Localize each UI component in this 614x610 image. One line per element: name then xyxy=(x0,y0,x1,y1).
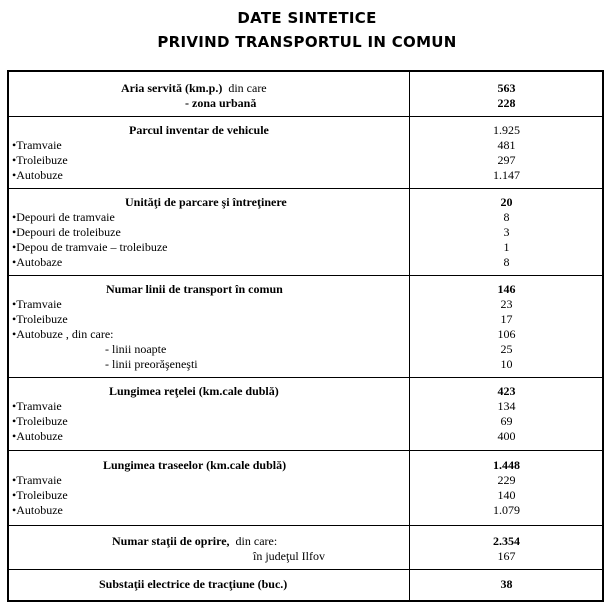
row-label-lines-tram: •Tramvaie xyxy=(12,297,62,311)
value-route-tram: 229 xyxy=(497,473,516,487)
value-stops-ilfov: 167 xyxy=(497,549,516,563)
row-label-network-tram: •Tramvaie xyxy=(12,399,62,413)
value-fleet: 1.925 xyxy=(493,123,520,137)
row-label-trolley-depots: •Depouri de troleibuze xyxy=(12,225,121,239)
value-network-bus: 400 xyxy=(497,429,516,443)
row-label-fleet-bus: •Autobuze xyxy=(12,168,63,182)
section-divider xyxy=(9,377,602,378)
value-network-length: 423 xyxy=(497,384,516,398)
section-divider xyxy=(9,116,602,117)
row-label-tram-depots: •Depouri de tramvaie xyxy=(12,210,115,224)
row-label-network-trolley: •Troleibuze xyxy=(12,414,68,428)
section-heading-depots: Unităţi de parcare şi întreţinere xyxy=(125,195,287,209)
section-heading-route-length: Lungimea traseelor (km.cale dublă) xyxy=(103,458,287,472)
value-trolley-depots: 3 xyxy=(503,225,510,239)
document-title-line-2: PRIVIND TRANSPORTUL IN COMUN xyxy=(157,33,457,51)
value-route-length: 1.448 xyxy=(493,458,520,472)
row-label-route-tram: •Tramvaie xyxy=(12,473,62,487)
section-divider xyxy=(9,188,602,189)
value-route-bus: 1.079 xyxy=(493,503,520,517)
row-label-lines-trolley: •Troleibuze xyxy=(12,312,68,326)
value-mixed-depot: 1 xyxy=(503,240,510,254)
value-lines: 146 xyxy=(497,282,516,296)
value-lines-bus: 106 xyxy=(497,327,516,341)
section-divider xyxy=(9,525,602,526)
value-lines-tram: 23 xyxy=(500,297,513,311)
value-urban-zone: 228 xyxy=(497,96,516,110)
value-bus-bases: 8 xyxy=(503,255,510,269)
row-label-route-bus: •Autobuze xyxy=(12,503,63,517)
row-label-bus-bases: •Autobaze xyxy=(12,255,63,269)
value-area: 563 xyxy=(497,81,516,95)
row-label-route-trolley: •Troleibuze xyxy=(12,488,68,502)
section-heading-lines: Numar linii de transport în comun xyxy=(106,282,283,296)
value-lines-trolley: 17 xyxy=(500,312,513,326)
section-heading-substations: Substaţii electrice de tracţiune (buc.) xyxy=(99,577,288,591)
section-divider xyxy=(9,450,602,451)
value-network-trolley: 69 xyxy=(500,414,513,428)
row-label-urban-zone: - zona urbană xyxy=(185,96,257,110)
row-label-network-bus: •Autobuze xyxy=(12,429,63,443)
value-fleet-bus: 1.147 xyxy=(493,168,520,182)
row-label-fleet-trolley: •Troleibuze xyxy=(12,153,68,167)
row-label-mixed-depot: •Depou de tramvaie – troleibuze xyxy=(12,240,168,254)
section-divider xyxy=(9,569,602,570)
section-heading-network-length: Lungimea reţelei (km.cale dublă) xyxy=(109,384,279,398)
row-label-stops-ilfov: în judeţul Ilfov xyxy=(253,549,325,563)
section-divider xyxy=(9,275,602,276)
value-tram-depots: 8 xyxy=(503,210,510,224)
value-suburban-lines: 10 xyxy=(500,357,513,371)
row-label-fleet-tram: •Tramvaie xyxy=(12,138,62,152)
document-title-line-1: DATE SINTETICE xyxy=(237,9,377,27)
value-stops: 2.354 xyxy=(493,534,520,548)
summary-table xyxy=(7,70,604,602)
value-fleet-tram: 481 xyxy=(497,138,516,152)
value-substations: 38 xyxy=(500,577,513,591)
value-depots: 20 xyxy=(500,195,513,209)
section-heading-stops: Numar staţii de oprire, din care: xyxy=(112,534,278,548)
value-route-trolley: 140 xyxy=(497,488,516,502)
value-fleet-trolley: 297 xyxy=(497,153,516,167)
value-night-lines: 25 xyxy=(500,342,513,356)
value-network-tram: 134 xyxy=(497,399,516,413)
section-heading-fleet: Parcul inventar de vehicule xyxy=(129,123,269,137)
row-label-night-lines: - linii noapte xyxy=(105,342,167,356)
row-label-suburban-lines: - linii preorăşeneşti xyxy=(105,357,198,371)
row-label-lines-bus: •Autobuze , din care: xyxy=(12,327,114,341)
section-heading-area: Aria servită (km.p.) din care xyxy=(121,81,267,95)
